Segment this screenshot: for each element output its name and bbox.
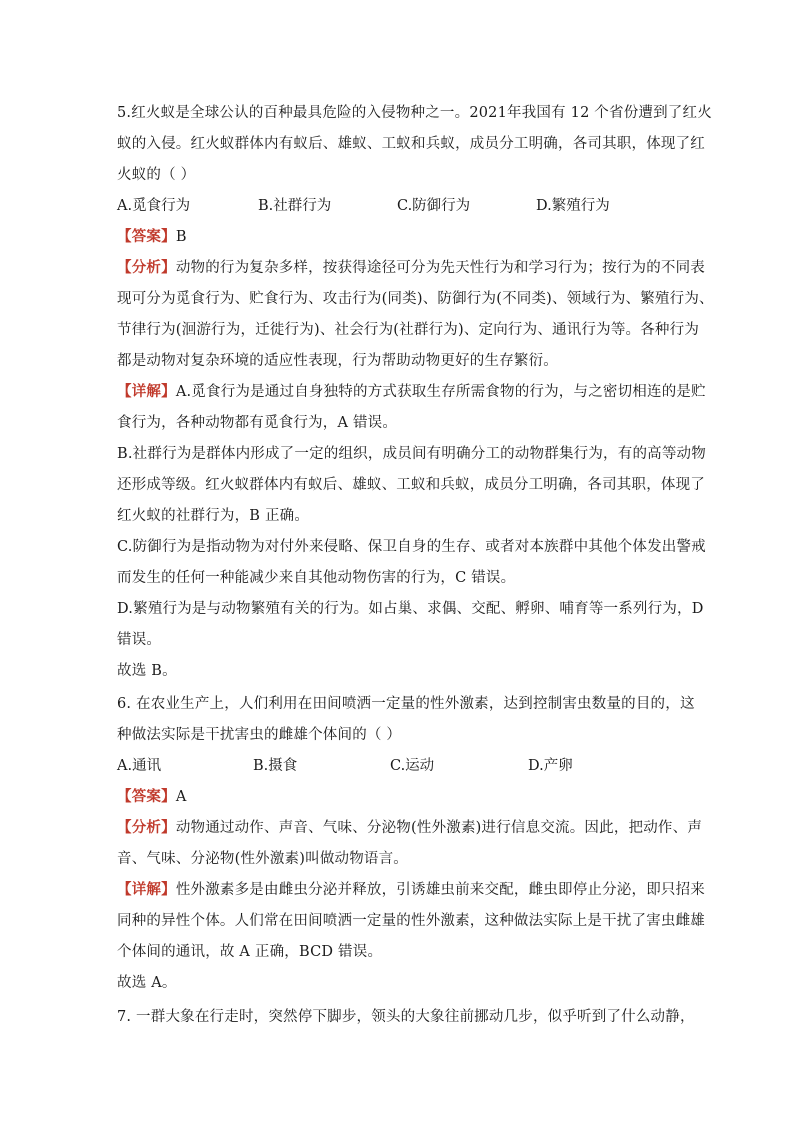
detail-tag: 【详解】 <box>117 383 176 400</box>
answer-tag: 【答案】 <box>117 788 176 805</box>
q5-detail-line-7: 而发生的任何一种能减少来自其他动物伤害的行为，C 错误。 <box>117 570 516 586</box>
q5-option-a: A.觅食行为 <box>117 198 191 214</box>
q5-detail-line-3: B.社群行为是群体内形成了一定的组织，成员间有明确分工的动物群集行为，有的高等动物 <box>117 446 706 462</box>
detail-text: 性外激素多是由雌虫分泌并释放，引诱雄虫前来交配，雌虫即停止分泌，即只招来 <box>175 882 706 898</box>
q5-detail-line-6: C.防御行为是指动物为对付外来侵略、保卫自身的生存、或者对本族群中其他个体发出警戒 <box>117 539 706 555</box>
q5-analysis-line-4: 都是动物对复杂环境的适应性表现，行为帮助动物更好的生存繁衍。 <box>117 353 558 369</box>
q5-option-b: B.社群行为 <box>258 198 332 214</box>
q6-option-c: C.运动 <box>390 758 435 774</box>
analysis-tag: 【分析】 <box>117 259 176 276</box>
answer-value: A <box>175 789 187 805</box>
q5-detail-line-5: 红火蚁的社群行为，B 正确。 <box>117 508 310 524</box>
q5-analysis-line-3: 节律行为(洄游行为，迁徙行为)、社会行为(社群行为)、定向行为、通讯行为等。各种行为 <box>117 322 700 338</box>
analysis-tag: 【分析】 <box>117 819 176 836</box>
q5-analysis-line-1 <box>117 258 705 278</box>
q5-detail-line-2: 食行为，各种动物都有觅食行为，A 错误。 <box>117 415 398 431</box>
q5-option-c: C.防御行为 <box>397 198 471 214</box>
q5-answer <box>117 227 187 247</box>
q5-stem-line-1: 5.红火蚁是全球公认的百种最具危险的入侵物种之一。2021年我国有 12 个省份遭到了红火 <box>117 105 712 121</box>
answer-tag: 【答案】 <box>117 228 176 245</box>
q6-detail-line-2: 同种的异性个体。人们常在田间喷洒一定量的性外激素，这种做法实际上是干扰了害虫雌雄 <box>117 913 705 929</box>
analysis-text: 动物的行为复杂多样，按获得途径可分为先天性行为和学习行为；按行为的不同表 <box>175 260 706 276</box>
q5-option-d: D.繁殖行为 <box>536 198 610 214</box>
q6-analysis-line-2: 音、气味、分泌物(性外激素)叫做动物语言。 <box>117 851 409 867</box>
analysis-text: 动物通过动作、声音、气味、分泌物(性外激素)进行信息交流。因此，把动作、声 <box>175 820 703 836</box>
q6-detail-line-1 <box>117 880 705 900</box>
q5-detail-line-9: 错误。 <box>117 632 162 648</box>
q5-analysis-line-2: 现可分为觅食行为、贮食行为、攻击行为(同类)、防御行为(不同类)、领域行为、繁殖行为、 <box>117 291 714 307</box>
q6-option-a: A.通讯 <box>117 758 162 774</box>
q5-detail-line-1 <box>117 382 706 402</box>
q5-detail-line-4: 还形成等级。红火蚁群体内有蚁后、雄蚁、工蚁和兵蚁，成员分工明确，各司其职，体现了 <box>117 477 705 493</box>
q6-detail-line-3: 个体间的通讯，故 A 正确，BCD 错误。 <box>117 944 383 960</box>
q6-stem-line-2: 种做法实际是干扰害虫的雌雄个体间的（ ） <box>117 727 402 743</box>
q5-stem-line-2: 蚁的入侵。红火蚁群体内有蚁后、雄蚁、工蚁和兵蚁，成员分工明确，各司其职，体现了红 <box>117 136 705 152</box>
q5-stem-line-3: 火蚁的（ ） <box>117 167 196 183</box>
q6-conclusion: 故选 A。 <box>117 975 177 991</box>
q6-answer <box>117 787 186 807</box>
q6-option-d: D.产卵 <box>528 758 573 774</box>
q5-conclusion: 故选 B。 <box>117 663 177 679</box>
answer-value: B <box>175 229 187 245</box>
q6-option-b: B.摄食 <box>253 758 298 774</box>
detail-text: A.觅食行为是通过自身独特的方式获取生存所需食物的行为，与之密切相连的是贮 <box>175 384 706 400</box>
q6-analysis-line-1 <box>117 818 702 838</box>
q6-stem-line-1: 6. 在农业生产上，人们利用在田间喷洒一定量的性外激素，达到控制害虫数量的目的，这 <box>117 696 695 712</box>
q5-detail-line-8: D.繁殖行为是与动物繁殖有关的行为。如占巢、求偶、交配、孵卵、哺育等一系列行为，D <box>117 601 704 617</box>
detail-tag: 【详解】 <box>117 881 176 898</box>
q7-stem-line-1: 7. 一群大象在行走时，突然停下脚步，领头的大象往前挪动几步，似乎听到了什么动静， <box>117 1009 695 1025</box>
